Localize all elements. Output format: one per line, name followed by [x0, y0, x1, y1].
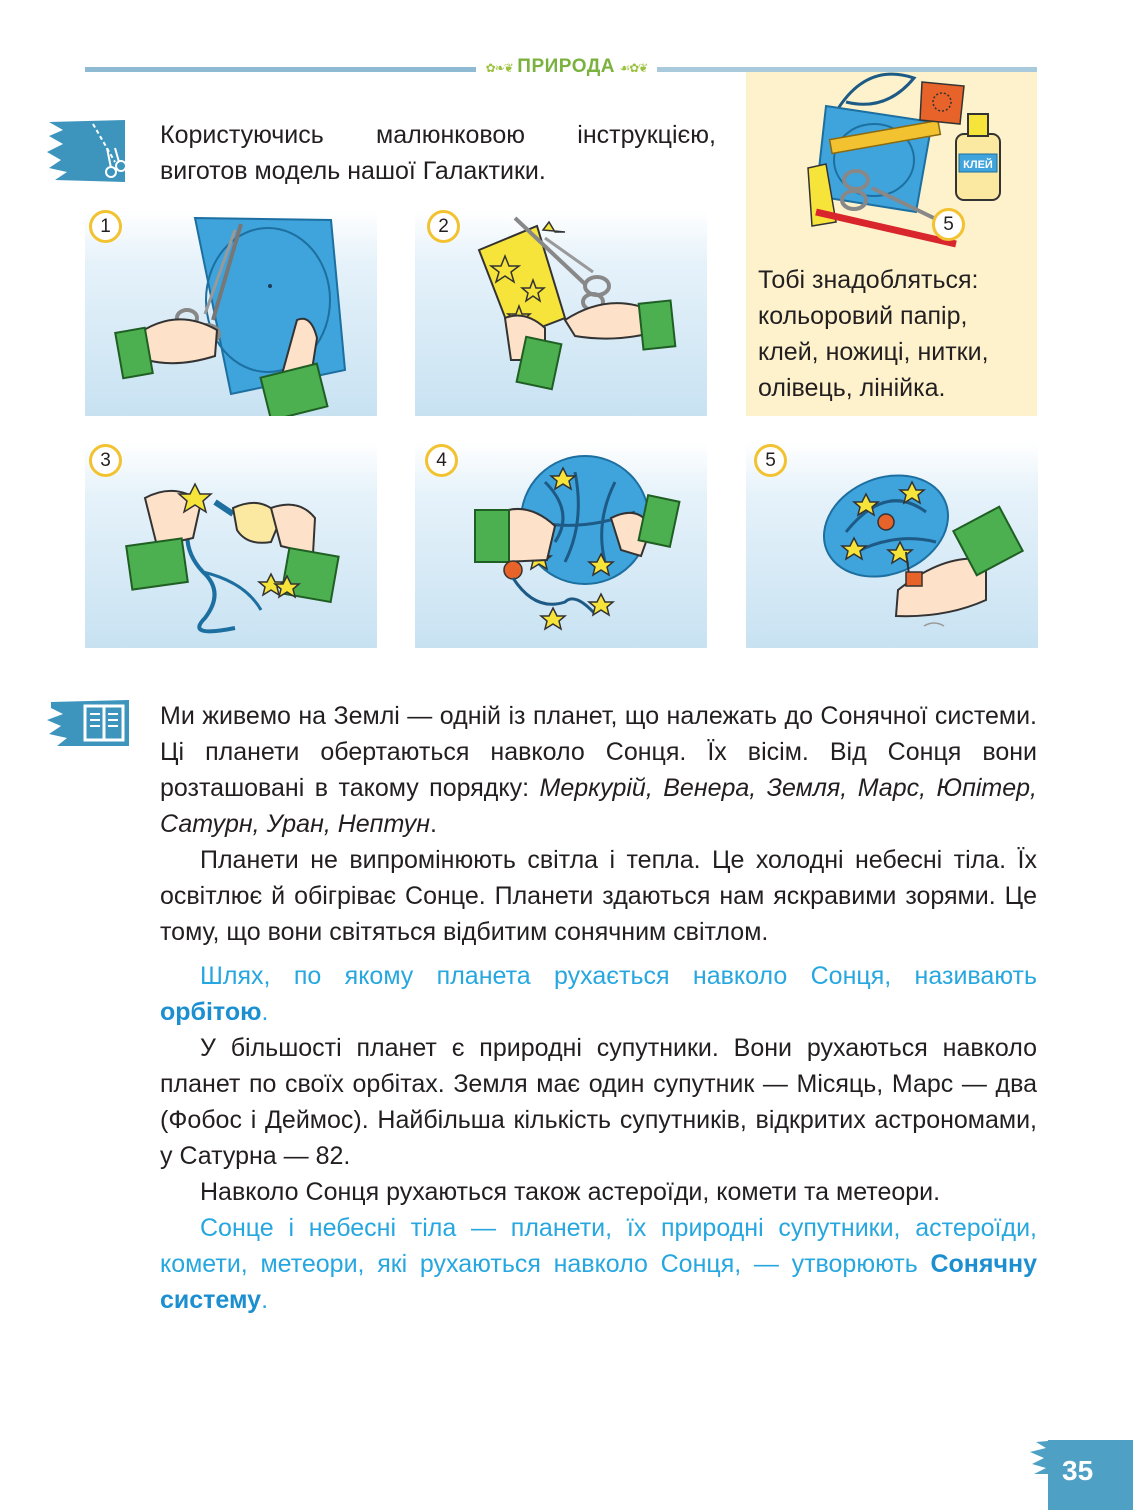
definition-text: Сонце і небесні тіла — планети, їх природні супутники, астероїди, комети, метеори, які рухаються навколо Сонця, — утворюють	[160, 1214, 1037, 1278]
period: .	[429, 810, 437, 838]
supplies-list: Тобі знадобляться: кольоровий папір, клей, ножиці, нитки, олівець, лінійка.	[758, 266, 989, 402]
paragraph-planets: Планети не випромінюють світла і тепла. Це холодні небесні тіла. Їх освітлює й обігріває Сонце. Планети здаються нам яскравими зорями. Це тому, що вони світяться відбитим сонячним світлом.	[160, 846, 1037, 946]
leaf-ornament-left: ✿❧❦	[485, 61, 513, 75]
glue-label: КЛЕЙ	[963, 159, 993, 171]
term-solar-system: Сонячну систему	[160, 1250, 1037, 1314]
leaf-ornament-right: ☙✿❦	[619, 61, 648, 75]
scissors-task-icon	[45, 118, 127, 184]
supplies-box	[746, 72, 1037, 416]
spinning-galaxy-illustration	[746, 442, 1038, 648]
planet-list: Меркурій, Венера, Земля, Марс, Юпітер, Сатурн, Уран, Нептун	[160, 774, 1037, 838]
cutting-circle-illustration	[85, 210, 377, 416]
step-panel-4	[415, 442, 707, 648]
step-number-4: 4	[425, 444, 458, 477]
book-reading-icon	[45, 698, 131, 748]
task-instruction: Користуючись малюнковою інструкцією, виготов модель нашої Галактики.	[160, 121, 716, 185]
page-number-tab	[1030, 1440, 1133, 1510]
period: .	[261, 998, 269, 1026]
gluing-stars-illustration	[85, 442, 377, 648]
step-number-5: 5	[754, 444, 787, 477]
definition-text: Шлях, по якому планета рухається навколо Сонця, називають	[200, 962, 1037, 990]
term-orbit: орбітою	[160, 998, 262, 1026]
step-number-1: 1	[89, 210, 122, 243]
paragraph-other-bodies: Навколо Сонця рухаються також астероїди, комети та метеори.	[200, 1178, 941, 1206]
definition-solar-system	[160, 1210, 1037, 1318]
main-text	[160, 698, 1037, 1318]
section-title: ПРИРОДА	[517, 56, 615, 77]
step-panel-5	[746, 442, 1038, 648]
step-panel-1	[85, 210, 377, 416]
paragraph-satellites: У більшості планет є природні супутники. Вони рухаються навколо планет по своїх орбітах. Земля має один супутник — Місяць, Марс — два (Фобос і Деймос). Найбільша кількість супутників, відкритих астрономами, у Сатурна — 82.	[160, 1034, 1037, 1170]
definition-orbit	[160, 958, 1037, 1030]
cutting-stars-illustration	[415, 210, 707, 416]
attaching-threads-illustration	[415, 442, 707, 648]
step-number-2: 2	[427, 210, 460, 243]
step-panel-2	[415, 210, 707, 416]
paragraph-text: Ми живемо на Землі — одній із планет, що належать до Сонячної системи. Ці планети обертаються навколо Сонця. Їх вісім. Від Сонця вони розташовані в такому порядку:	[160, 702, 1037, 802]
step-number-3: 3	[89, 444, 122, 477]
step-panel-3	[85, 442, 377, 648]
period: .	[261, 1286, 269, 1314]
supplies-illustration	[746, 72, 1037, 262]
page-number: 35	[1062, 1455, 1094, 1486]
paragraph-solar-system	[160, 698, 1037, 842]
supplies-badge: 5	[932, 208, 965, 241]
